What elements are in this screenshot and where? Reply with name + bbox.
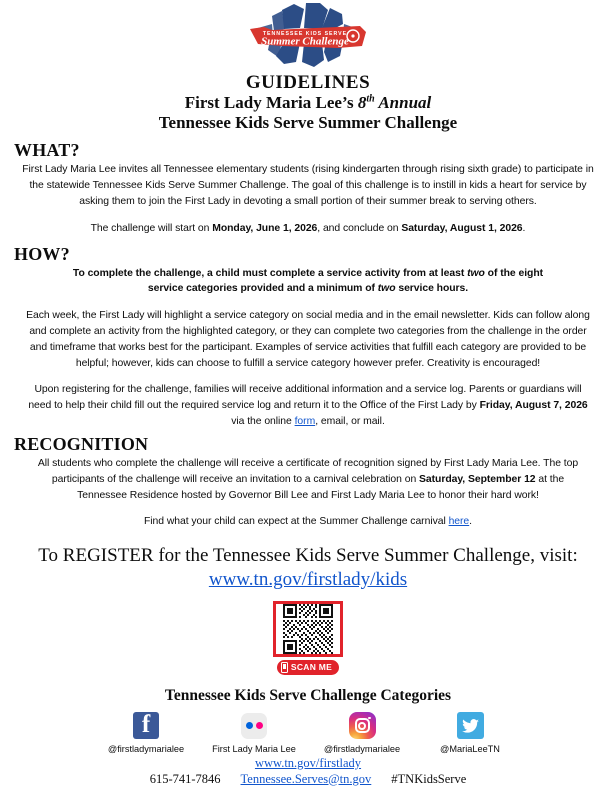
register-prompt: To REGISTER for the Tennessee Kids Serve Summer Challenge, visit: <box>38 545 578 567</box>
end-date: Saturday, August 1, 2026 <box>401 222 523 234</box>
social-item-twitter[interactable] <box>416 711 524 754</box>
recognition-p2-b: . <box>469 516 473 528</box>
firstlady-website-line <box>0 756 616 771</box>
what-p2-end: . <box>522 222 526 234</box>
svg-text:Summer Challenge: Summer Challenge <box>261 35 349 48</box>
contact-row <box>0 772 616 787</box>
hashtag: #TNKidsServe <box>391 771 467 786</box>
how-p1-c: service hours. <box>395 283 469 295</box>
what-paragraph-1: First Lady Maria Lee invites all Tennessee elementary students (rising kindergarten through rising sixth grade) to participate in the statewide Tennessee Kids Serve Summer Challenge. The goal of this challenge is to instill in kids a heart for service by asking them to join the First Lady in devoting a small portion of their summer break to serving others. <box>22 164 594 207</box>
what-p2-mid: , and conclude on <box>317 222 402 234</box>
what-p2-pre: The challenge will start on <box>90 222 213 234</box>
annual-ordinal <box>358 93 431 112</box>
firstlady-website-link[interactable]: www.tn.gov/firstlady <box>254 755 362 770</box>
instagram-handle: @firstladymarialee <box>323 743 401 754</box>
twitter-icon[interactable] <box>457 712 484 739</box>
subtitle-prefix: First Lady Maria Lee’s <box>184 93 358 113</box>
instagram-icon-wrap <box>308 711 416 741</box>
twitter-handle: @MariaLeeTN <box>440 743 500 754</box>
how-p3-b: via the online <box>231 416 295 428</box>
social-item-flickr[interactable] <box>200 711 308 754</box>
scan-me-label: SCAN ME <box>290 662 333 673</box>
how-p1-em-1: two <box>467 267 485 279</box>
subtitle-line-2: Tennessee Kids Serve Summer Challenge <box>158 113 458 133</box>
flickr-dot-blue <box>246 722 253 729</box>
social-item-instagram[interactable] <box>308 711 416 754</box>
how-paragraph-2: Each week, the First Lady will highlight a service category on social media and in the email newsletter. Kids can follow along and complete an activity from the highlighted category, or they can complete two categories from the challenge in the order and timeframe that works best for the participant. Examples of service activities that fulfill each category are provided to be helpful; however, kids can choose to fulfill a service category however prefer. Creativity is encouraged! <box>26 310 590 369</box>
facebook-icon[interactable] <box>133 712 159 739</box>
social-item-facebook[interactable] <box>92 711 200 754</box>
document-title-block <box>0 72 616 133</box>
ordinal-number: 8 <box>357 93 367 113</box>
register-url-link[interactable]: www.tn.gov/firstlady/kids <box>208 568 408 590</box>
social-media-row <box>0 711 616 754</box>
phone-number: 615-741-7846 <box>149 771 221 786</box>
how-p1-b: of the eight service categories provided and a minimum of <box>147 267 544 295</box>
how-paragraph-3 <box>0 382 616 429</box>
annual-word: Annual <box>374 93 432 113</box>
categories-heading: Tennessee Kids Serve Challenge Categories <box>164 686 452 704</box>
tennessee-kids-serve-summer-challenge-logo <box>242 2 374 68</box>
how-paragraph-1 <box>0 266 616 298</box>
ordinal-suffix: th <box>366 93 375 105</box>
carnival-info-link[interactable]: here <box>448 516 470 528</box>
mobile-phone-icon <box>281 662 288 673</box>
carnival-date: Saturday, September 12 <box>419 473 536 485</box>
recognition-paragraph-2 <box>0 514 616 530</box>
scan-me-badge <box>277 660 339 675</box>
what-paragraph-2 <box>0 221 616 237</box>
recognition-p1-a: All students who complete the challenge will receive a certificate of recognition signed by First Lady Maria Lee. The top participants of the challenge will receive an invitation to a carnival celebration on <box>37 457 579 485</box>
instagram-icon[interactable] <box>349 712 376 739</box>
register-block <box>0 544 616 592</box>
service-log-due-date: Friday, August 7, 2026 <box>479 400 588 412</box>
page-title: GUIDELINES <box>245 72 371 93</box>
flickr-icon-wrap <box>200 711 308 741</box>
flickr-handle: First Lady Maria Lee <box>212 743 296 754</box>
section-heading-what: WHAT? <box>14 140 80 161</box>
flickr-icon[interactable] <box>241 713 267 739</box>
twitter-icon-wrap <box>416 711 524 741</box>
facebook-icon-wrap <box>92 711 200 741</box>
subtitle-line-1 <box>0 93 616 113</box>
start-date: Monday, June 1, 2026 <box>212 222 318 234</box>
recognition-p2-a: Find what your child can expect at the Summer Challenge carnival <box>143 516 449 528</box>
how-p3-a: Upon registering for the challenge, families will receive additional information and a service log. Parents or guardians will need to help their child fill out the required service log and return it to the Office of the First Lady by <box>28 384 582 412</box>
qr-section <box>0 601 616 675</box>
recognition-paragraph-1 <box>0 456 616 503</box>
facebook-handle: @firstladymarialee <box>107 743 185 754</box>
online-form-link[interactable]: form <box>294 416 316 428</box>
section-heading-how: HOW? <box>14 243 70 264</box>
svg-text:TENNESSEE KIDS SERVE: TENNESSEE KIDS SERVE <box>262 31 348 37</box>
how-p1-a: To complete the challenge, a child must complete a service activity from at least <box>72 267 468 279</box>
flickr-dot-pink <box>256 722 263 729</box>
registration-qr-code[interactable] <box>273 601 343 657</box>
instagram-lens <box>358 722 366 730</box>
how-p3-c: , email, or mail. <box>315 416 385 428</box>
section-heading-recognition: RECOGNITION <box>14 433 149 454</box>
logo-container <box>0 0 616 68</box>
instagram-dot <box>368 717 371 720</box>
recognition-p1-b: at the Tennessee Residence hosted by Governor Bill Lee and First Lady Maria Lee to honor their hard work! <box>77 473 565 501</box>
how-p1-em-2: two <box>377 283 396 295</box>
email-link[interactable]: Tennessee.Serves@tn.gov <box>240 771 372 786</box>
